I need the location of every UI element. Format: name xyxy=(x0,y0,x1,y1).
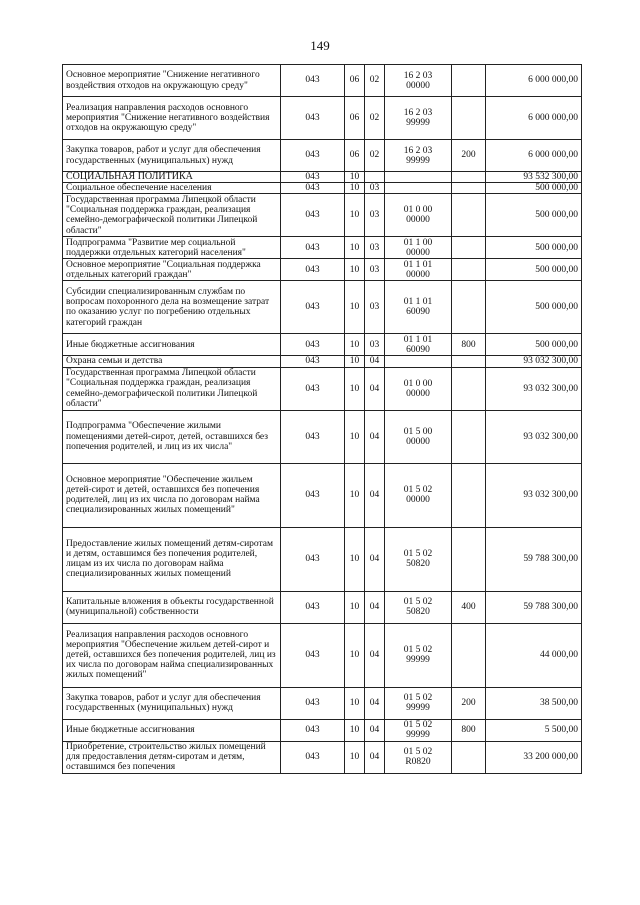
expense-type-cell xyxy=(452,172,486,183)
department-code-cell: 043 xyxy=(281,140,345,172)
section-code-cell: 10 xyxy=(345,687,365,719)
department-code-cell: 043 xyxy=(281,719,345,741)
department-code-cell: 043 xyxy=(281,527,345,591)
department-code-cell: 043 xyxy=(281,183,345,194)
amount-cell: 500 000,00 xyxy=(486,183,582,194)
target-article-part2: 00000 xyxy=(406,215,430,226)
section-code-cell: 10 xyxy=(345,367,365,410)
expense-type-cell xyxy=(452,194,486,237)
target-article-cell xyxy=(385,623,452,687)
department-code-cell: 043 xyxy=(281,687,345,719)
department-code-cell: 043 xyxy=(281,367,345,410)
target-article-cell xyxy=(385,65,452,97)
expense-name-cell: Субсидии специализированным службам по вопросам похоронного дела на возмещение затрат по оказанию услуг по погребению отдельных категорий граждан xyxy=(63,281,281,334)
target-article-part2: 99999 xyxy=(406,155,430,166)
expense-type-cell xyxy=(452,259,486,281)
expense-type-cell xyxy=(452,367,486,410)
table-row xyxy=(63,741,582,773)
table-row xyxy=(63,194,582,237)
department-code-cell: 043 xyxy=(281,410,345,463)
table-row xyxy=(63,172,582,183)
expense-type-cell xyxy=(452,65,486,97)
expense-type-cell: 400 xyxy=(452,591,486,623)
subsection-code-cell: 02 xyxy=(365,65,385,97)
expense-type-cell xyxy=(452,356,486,367)
table-row xyxy=(63,527,582,591)
table-row xyxy=(63,356,582,367)
target-article-cell xyxy=(385,591,452,623)
expense-name-cell: Социальное обеспечение населения xyxy=(63,183,281,194)
department-code-cell: 043 xyxy=(281,97,345,140)
subsection-code-cell: 03 xyxy=(365,259,385,281)
section-code-cell: 10 xyxy=(345,356,365,367)
expense-type-cell xyxy=(452,463,486,527)
target-article-part1: 01 1 01 xyxy=(403,259,433,270)
department-code-cell: 043 xyxy=(281,237,345,259)
section-code-cell: 10 xyxy=(345,183,365,194)
target-article-cell xyxy=(385,334,452,356)
amount-cell: 44 000,00 xyxy=(486,623,582,687)
section-code-cell: 10 xyxy=(345,237,365,259)
target-article-cell xyxy=(385,527,452,591)
department-code-cell: 043 xyxy=(281,172,345,183)
subsection-code-cell: 02 xyxy=(365,140,385,172)
expense-name-cell: Основное мероприятие "Социальная поддержка отдельных категорий граждан" xyxy=(63,259,281,281)
expense-name-cell: Реализация направления расходов основного мероприятия "Снижение негативного воздействия отходов на окружающую среду" xyxy=(63,97,281,140)
target-article-cell xyxy=(385,367,452,410)
table-row xyxy=(63,591,582,623)
target-article-part1: 01 5 02 xyxy=(403,720,433,731)
subsection-code-cell: 04 xyxy=(365,410,385,463)
department-code-cell: 043 xyxy=(281,356,345,367)
amount-cell: 500 000,00 xyxy=(486,334,582,356)
target-article-cell xyxy=(385,237,452,259)
expense-name-cell: СОЦИАЛЬНАЯ ПОЛИТИКА xyxy=(63,172,281,183)
amount-cell: 59 788 300,00 xyxy=(486,591,582,623)
amount-cell: 93 032 300,00 xyxy=(486,410,582,463)
subsection-code-cell: 04 xyxy=(365,527,385,591)
expense-name-cell: Предоставление жилых помещений детям-сиротам и детям, оставшимся без попечения родителей, лицам из их числа по договорам найма специализированных жилых помещений xyxy=(63,527,281,591)
table-row xyxy=(63,687,582,719)
target-article-part2: 99999 xyxy=(406,655,430,666)
expense-type-cell xyxy=(452,281,486,334)
target-article-part1: 01 1 01 xyxy=(403,334,433,345)
target-article-cell xyxy=(385,194,452,237)
target-article-part2: 99999 xyxy=(406,118,430,128)
department-code-cell: 043 xyxy=(281,194,345,237)
section-code-cell: 10 xyxy=(345,281,365,334)
section-code-cell: 10 xyxy=(345,719,365,741)
expense-type-cell xyxy=(452,527,486,591)
table-row xyxy=(63,719,582,741)
subsection-code-cell: 04 xyxy=(365,591,385,623)
expense-name-cell: Основное мероприятие "Обеспечение жильем детей-сирот и детей, оставшихся без попечения родителей, лиц из их числа по договорам найма специализированных жилых помещений" xyxy=(63,463,281,527)
table-row xyxy=(63,410,582,463)
section-code-cell: 10 xyxy=(345,463,365,527)
target-article-part2: 00000 xyxy=(406,388,430,399)
target-article-cell xyxy=(385,183,452,194)
target-article-part2: 99999 xyxy=(406,703,430,714)
target-article-part1: 01 5 02 xyxy=(403,597,433,608)
amount-cell: 93 032 300,00 xyxy=(486,367,582,410)
target-article-part1: 01 0 00 xyxy=(403,378,433,389)
expense-name-cell: Иные бюджетные ассигнования xyxy=(63,334,281,356)
section-code-cell: 10 xyxy=(345,527,365,591)
subsection-code-cell: 03 xyxy=(365,281,385,334)
table-row xyxy=(63,97,582,140)
target-article-cell xyxy=(385,281,452,334)
department-code-cell: 043 xyxy=(281,334,345,356)
expense-name-cell: Капитальные вложения в объекты государственной (муниципальной) собственности xyxy=(63,591,281,623)
target-article-part2: 50820 xyxy=(406,559,430,570)
table-row xyxy=(63,259,582,281)
table-row xyxy=(63,623,582,687)
subsection-code-cell: 04 xyxy=(365,741,385,773)
subsection-code-cell: 04 xyxy=(365,623,385,687)
table-row xyxy=(63,183,582,194)
amount-cell: 5 500,00 xyxy=(486,719,582,741)
target-article-cell xyxy=(385,356,452,367)
target-article-part1: 01 5 02 xyxy=(403,549,433,560)
amount-cell: 38 500,00 xyxy=(486,687,582,719)
budget-table xyxy=(62,64,582,774)
expense-type-cell xyxy=(452,183,486,194)
section-code-cell: 10 xyxy=(345,623,365,687)
target-article-part1: 16 2 03 xyxy=(403,145,433,156)
expense-type-cell: 800 xyxy=(452,334,486,356)
subsection-code-cell: 04 xyxy=(365,719,385,741)
table-row xyxy=(63,237,582,259)
table-row xyxy=(63,367,582,410)
subsection-code-cell: 03 xyxy=(365,183,385,194)
amount-cell: 6 000 000,00 xyxy=(486,140,582,172)
expense-name-cell: Иные бюджетные ассигнования xyxy=(63,719,281,741)
target-article-part1: 01 1 00 xyxy=(403,237,433,248)
target-article-cell xyxy=(385,97,452,140)
target-article-part2: 50820 xyxy=(406,607,430,618)
target-article-part2: R0820 xyxy=(405,757,431,768)
amount-cell: 500 000,00 xyxy=(486,259,582,281)
department-code-cell: 043 xyxy=(281,259,345,281)
expense-name-cell: Охрана семьи и детства xyxy=(63,356,281,367)
expense-type-cell xyxy=(452,741,486,773)
table-row xyxy=(63,281,582,334)
expense-name-cell: Основное мероприятие "Снижение негативного воздействия отходов на окружающую среду" xyxy=(63,65,281,97)
amount-cell: 93 532 300,00 xyxy=(486,172,582,183)
expense-name-cell: Государственная программа Липецкой области "Социальная поддержка граждан, реализация семейно-демографической политики Липецкой области" xyxy=(63,194,281,237)
amount-cell: 93 032 300,00 xyxy=(486,356,582,367)
target-article-part1: 01 5 02 xyxy=(403,693,433,704)
target-article-part2: 00000 xyxy=(406,80,430,91)
amount-cell: 93 032 300,00 xyxy=(486,463,582,527)
subsection-code-cell: 04 xyxy=(365,367,385,410)
department-code-cell: 043 xyxy=(281,463,345,527)
table-row xyxy=(63,334,582,356)
target-article-part2: 60090 xyxy=(406,307,430,318)
expense-name-cell: Закупка товаров, работ и услуг для обеспечения государственных (муниципальных) нужд xyxy=(63,140,281,172)
subsection-code-cell: 03 xyxy=(365,237,385,259)
department-code-cell: 043 xyxy=(281,741,345,773)
target-article-cell xyxy=(385,259,452,281)
amount-cell: 500 000,00 xyxy=(486,237,582,259)
table-row xyxy=(63,140,582,172)
target-article-part1: 01 1 01 xyxy=(403,297,433,308)
target-article-part2: 00000 xyxy=(406,247,430,258)
subsection-code-cell: 02 xyxy=(365,97,385,140)
expense-type-cell: 800 xyxy=(452,719,486,741)
section-code-cell: 10 xyxy=(345,410,365,463)
department-code-cell: 043 xyxy=(281,281,345,334)
department-code-cell: 043 xyxy=(281,65,345,97)
expense-name-cell: Приобретение, строительство жилых помещений для предоставления детям-сиротам и детям, оставшимся без попечения xyxy=(63,741,281,773)
amount-cell: 6 000 000,00 xyxy=(486,65,582,97)
target-article-part1: 01 0 00 xyxy=(403,205,433,216)
expense-type-cell: 200 xyxy=(452,140,486,172)
budget-table-body xyxy=(63,65,582,774)
target-article-part2: 00000 xyxy=(406,269,430,280)
subsection-code-cell: 04 xyxy=(365,463,385,527)
section-code-cell: 10 xyxy=(345,259,365,281)
subsection-code-cell: 03 xyxy=(365,334,385,356)
target-article-cell xyxy=(385,140,452,172)
section-code-cell: 10 xyxy=(345,591,365,623)
section-code-cell: 10 xyxy=(345,334,365,356)
subsection-code-cell xyxy=(365,172,385,183)
expense-type-cell xyxy=(452,623,486,687)
expense-type-cell: 200 xyxy=(452,687,486,719)
target-article-part1: 16 2 03 xyxy=(403,70,433,81)
target-article-part2: 60090 xyxy=(406,344,430,355)
target-article-part1: 16 2 03 xyxy=(403,108,433,118)
target-article-cell xyxy=(385,719,452,741)
amount-cell: 500 000,00 xyxy=(486,281,582,334)
amount-cell: 500 000,00 xyxy=(486,194,582,237)
section-code-cell: 10 xyxy=(345,172,365,183)
amount-cell: 6 000 000,00 xyxy=(486,97,582,140)
target-article-part1: 01 5 02 xyxy=(403,645,433,656)
subsection-code-cell: 04 xyxy=(365,687,385,719)
target-article-part1: 01 5 02 xyxy=(403,747,433,758)
expense-name-cell: Реализация направления расходов основного мероприятия "Обеспечение жильем детей-сирот и детей, оставшихся без попечения родителей, лиц из их числа по договорам найма специализированных жилых помещений" xyxy=(63,623,281,687)
target-article-part2: 00000 xyxy=(406,436,430,447)
target-article-part2: 99999 xyxy=(406,730,430,741)
target-article-cell xyxy=(385,172,452,183)
target-article-cell xyxy=(385,410,452,463)
expense-name-cell: Подпрограмма "Развитие мер социальной поддержки отдельных категорий населения" xyxy=(63,237,281,259)
target-article-cell xyxy=(385,687,452,719)
table-row xyxy=(63,463,582,527)
expense-name-cell: Подпрограмма "Обеспечение жилыми помещениями детей-сирот, детей, оставшихся без попечения родителей, и лиц из их числа" xyxy=(63,410,281,463)
section-code-cell: 06 xyxy=(345,65,365,97)
target-article-part1: 01 5 02 xyxy=(403,485,433,496)
expense-type-cell xyxy=(452,410,486,463)
target-article-cell xyxy=(385,741,452,773)
table-row xyxy=(63,65,582,97)
target-article-part2: 00000 xyxy=(406,495,430,506)
section-code-cell: 10 xyxy=(345,741,365,773)
amount-cell: 59 788 300,00 xyxy=(486,527,582,591)
expense-name-cell: Закупка товаров, работ и услуг для обеспечения государственных (муниципальных) нужд xyxy=(63,687,281,719)
expense-name-cell: Государственная программа Липецкой области "Социальная поддержка граждан, реализация семейно-демографической политики Липецкой области" xyxy=(63,367,281,410)
section-code-cell: 06 xyxy=(345,140,365,172)
amount-cell: 33 200 000,00 xyxy=(486,741,582,773)
subsection-code-cell: 03 xyxy=(365,194,385,237)
target-article-cell xyxy=(385,463,452,527)
page-number: 149 xyxy=(310,38,330,53)
section-code-cell: 10 xyxy=(345,194,365,237)
department-code-cell: 043 xyxy=(281,591,345,623)
target-article-part1: 01 5 00 xyxy=(403,426,433,437)
department-code-cell: 043 xyxy=(281,623,345,687)
expense-type-cell xyxy=(452,97,486,140)
subsection-code-cell: 04 xyxy=(365,356,385,367)
expense-type-cell xyxy=(452,237,486,259)
section-code-cell: 06 xyxy=(345,97,365,140)
